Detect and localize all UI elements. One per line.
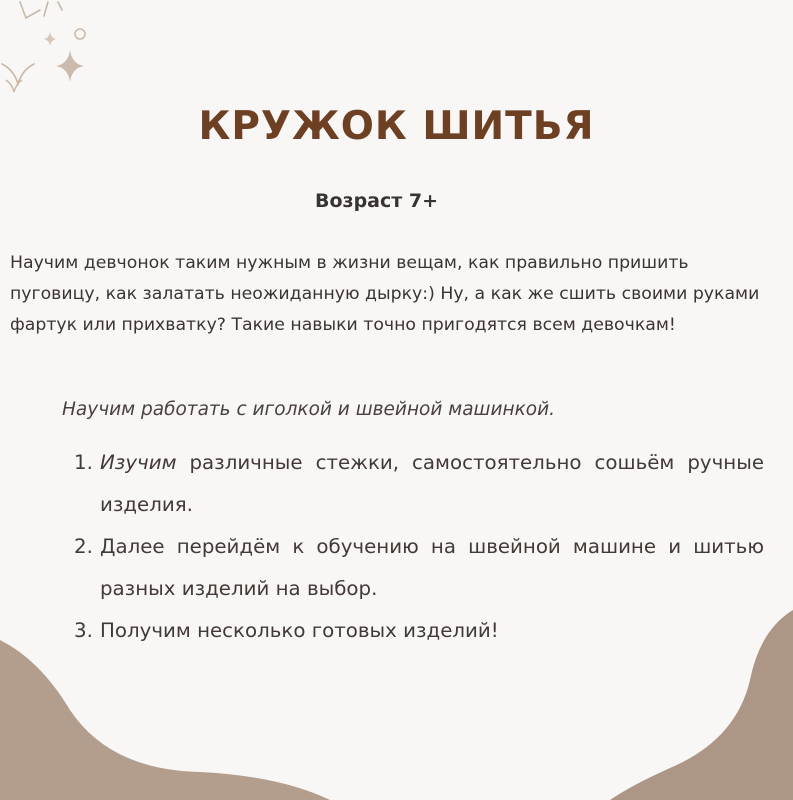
list-number: 2. xyxy=(74,535,93,558)
list-item xyxy=(74,526,764,610)
list-item xyxy=(74,610,764,652)
list-item-text: Далее перейдём к обучению на швейной машине и шитью разных изделий на выбор. xyxy=(100,535,764,600)
small-star-icon xyxy=(44,32,56,46)
list-item-body: различные стежки, самостоятельно сошьём ручные изделия. xyxy=(100,451,764,516)
page-title: КРУЖОК ШИТЬЯ xyxy=(198,104,595,149)
sparkle-decor xyxy=(0,0,110,110)
circle-dot-icon xyxy=(75,29,85,39)
list-item-text: Получим несколько готовых изделий! xyxy=(100,619,499,642)
list-item-text xyxy=(100,442,764,526)
skills-list xyxy=(74,442,764,652)
intro-paragraph: Научим девчонок таким нужным в жизни вещам, как правильно пришить пуговицу, как залатать неожиданную дырку:) Ну, а как же сшить своими руками фартук или прихватку? Такие навыки точно пригодятся всем девочкам! xyxy=(10,253,760,335)
list-number: 3. xyxy=(74,619,93,642)
sparkle-line-icon xyxy=(20,2,40,18)
list-item-lead: Изучим xyxy=(100,451,177,474)
skills-subheading: Научим работать с иголкой и швейной машинкой. xyxy=(62,399,555,420)
sparkle-icon xyxy=(56,50,84,82)
list-item xyxy=(74,442,764,526)
age-label: Возраст 7+ xyxy=(315,190,439,212)
list-number: 1. xyxy=(74,451,93,474)
